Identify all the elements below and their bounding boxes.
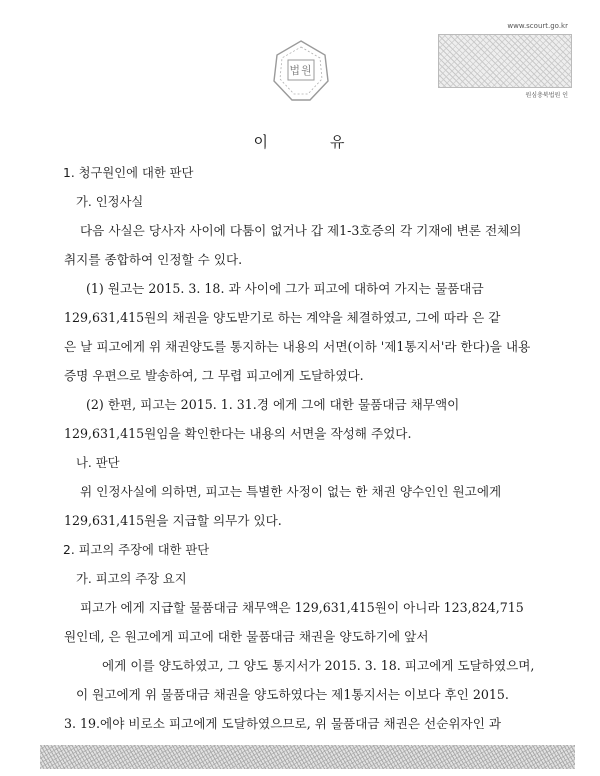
- body-line: (1) 원고는 2015. 3. 18. 과 사이에 그가 피고에 대하여 가지는 물품대금: [86, 281, 484, 296]
- body-line: 피고가 에게 지급할 물품대금 채무액은 129,631,415원이 아니라 123,824,715: [80, 600, 524, 615]
- body-line: 에게 이를 양도하였고, 그 양도 통지서가 2015. 3. 18. 피고에게 도달하였으며,: [102, 658, 535, 673]
- title-char-2: 유: [330, 133, 347, 151]
- seal-text: 법원: [289, 64, 313, 77]
- court-seal-icon: [268, 38, 334, 104]
- section-title: [0, 131, 600, 152]
- body-line: 129,631,415원의 채권을 양도받기로 하는 계약을 체결하였고, 그에 따라 은 같: [64, 310, 501, 325]
- body-line: (2) 한편, 피고는 2015. 1. 31.경 에게 그에 대한 물품대금 채무액이: [86, 397, 460, 412]
- stamp-url: www.scourt.go.kr: [507, 22, 568, 30]
- body-line: 원인데, 은 원고에게 피고에 대한 물품대금 채권을 양도하기에 앞서: [64, 629, 429, 644]
- body-line: 위 인정사실에 의하면, 피고는 특별한 사정이 없는 한 채권 양수인인 원고에게: [80, 484, 502, 499]
- watermark-stamp: [438, 34, 572, 88]
- heading-line: 1. 청구원인에 대한 판단: [63, 166, 194, 180]
- body-line: 은 날 피고에게 위 채권양도를 통지하는 내용의 서면(이하 '제1통지서'라 한다)을 내용: [64, 339, 531, 354]
- body-line: 다음 사실은 당사자 사이에 다툼이 없거나 갑 제1-3호증의 각 기재에 변론 전체의: [80, 223, 522, 238]
- heading-line: 가. 인정사실: [76, 195, 144, 209]
- title-char-1: 이: [253, 133, 270, 151]
- body-line: 증명 우편으로 발송하여, 그 무렵 피고에게 도달하였다.: [64, 368, 364, 383]
- heading-line: 가. 피고의 주장 요지: [76, 572, 187, 586]
- stamp-caption: 원심충북법원 인: [525, 92, 568, 99]
- body-line: 취지를 종합하여 인정할 수 있다.: [64, 252, 243, 267]
- heading-line: 2. 피고의 주장에 대한 판단: [63, 543, 210, 557]
- heading-line: 나. 판단: [76, 456, 120, 470]
- body-line: 3. 19.에야 비로소 피고에게 도달하였으므로, 위 물품대금 채권은 선순위자인 과: [64, 716, 502, 731]
- body-line: 129,631,415원임을 확인한다는 내용의 서면을 작성해 주었다.: [64, 426, 412, 441]
- body-line: 129,631,415원을 지급할 의무가 있다.: [64, 513, 282, 528]
- footer-watermark: [40, 745, 575, 769]
- body-line: 이 원고에게 위 물품대금 채권을 양도하였다는 제1통지서는 이보다 후인 2015.: [76, 687, 509, 702]
